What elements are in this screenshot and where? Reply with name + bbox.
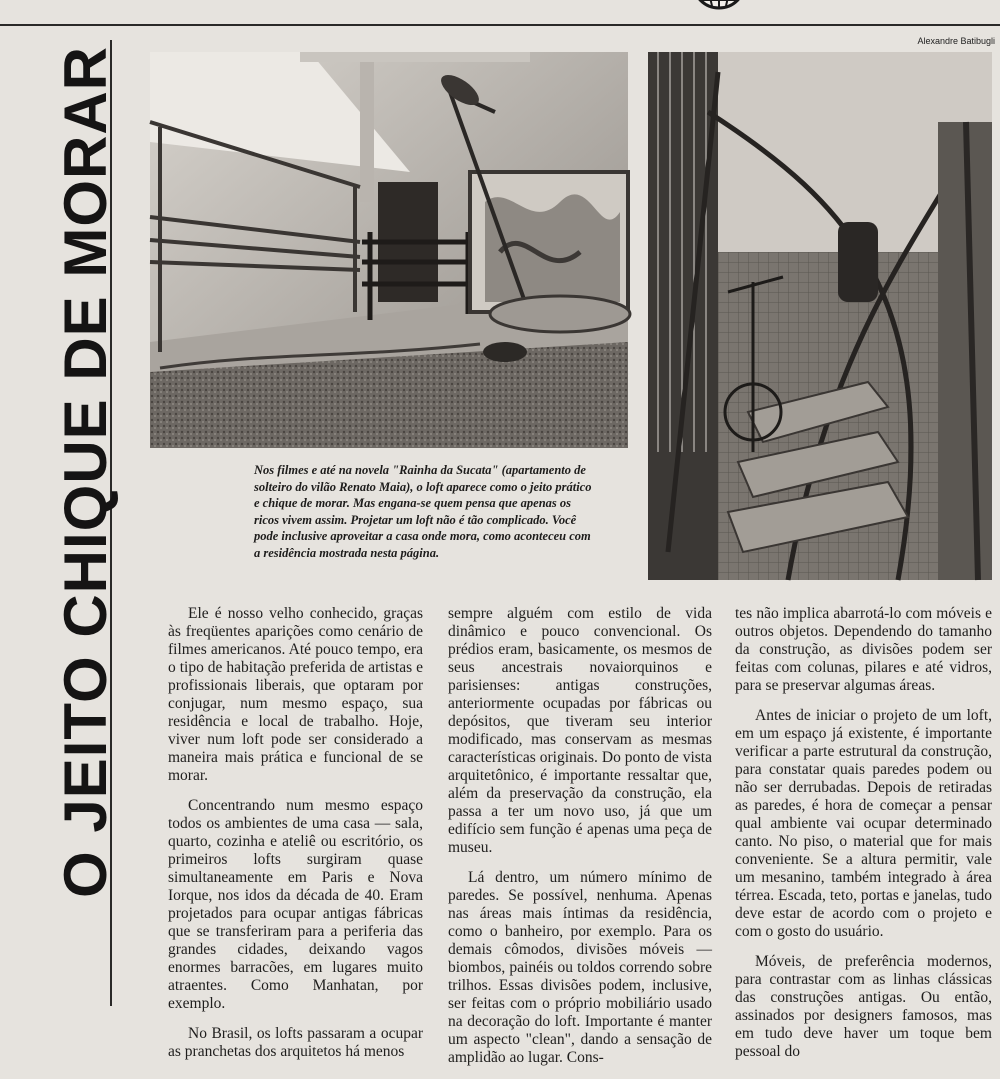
paragraph: No Brasil, os lofts passaram a ocupar as pranchetas dos arquitetos há menos	[168, 1025, 423, 1060]
article-column-2	[448, 605, 712, 1079]
masthead-logo-fragment	[688, 0, 750, 10]
photo-caption	[254, 462, 594, 561]
article-column-1	[168, 605, 423, 1073]
article-column-3	[735, 605, 992, 1073]
paragraph: sempre alguém com estilo de vida dinâmico e pouco convencional. Os prédios eram, basicamente, os mesmos de seus ancestrais novaiorquinos e parisienses: antigas construções, anteriormente ocupadas por fábricas ou depósitos, que tiveram seu interior modificado, mas conservam as mesmas características originais. Do ponto de vista arquitetônico, é importante ressaltar que, além da preservação da construção, ela passa a ter um novo uso, já que um edifício sem função é apenas uma peça de museu.	[448, 605, 712, 856]
loft-interior-photo	[150, 52, 628, 448]
headline-band	[52, 40, 119, 1006]
paragraph: Ele é nosso velho conhecido, graças às freqüentes aparições como cenário de filmes americanos. Até pouco tempo, era o tipo de habitação preferida de artistas e profissionais liberais, que optaram por conjugar, num mesmo espaço, sua residência e local de trabalho. Hoje, viver num loft pode ser considerado a maneira mais prática e funcional de se morar.	[168, 605, 423, 784]
spiral-staircase-photo	[648, 52, 992, 580]
headline: O JEITO CHIQUE DE MORAR	[52, 46, 119, 898]
caption-text: Nos filmes e até na novela "Rainha da Sucata" (apartamento de solteiro do vilão Renato Maia), o loft aparece como o jeito prático e chique de morar. Mas engana-se quem pensa que apenas os ricos vivem assim. Projetar um loft não é tão complicado. Você pode inclusive aproveitar a casa onde mora, como aconteceu com a residência mostrada nesta página.	[254, 463, 592, 560]
paragraph: tes não implica abarrotá-lo com móveis e outros objetos. Dependendo do tamanho da construção, as divisões podem ser feitas com colunas, pilares e até vidros, para se preservar algumas áreas.	[735, 605, 992, 694]
paragraph: Concentrando num mesmo espaço todos os ambientes de uma casa — sala, quarto, cozinha e ateliê ou escritório, os primeiros lofts surgiram quase simultaneamente em Paris e Nova Iorque, nos idos da década de 40. Eram projetados para ocupar antigas fábricas que se transferiram para a periferia das grandes cidades, deixando vagos enormes barracões, em lugares muito atraentes. Como Manhatan, por exemplo.	[168, 797, 423, 1012]
top-rule	[0, 24, 1000, 26]
photo-credit: Alexandre Batibugli	[917, 36, 995, 46]
paragraph: Antes de iniciar o projeto de um loft, em um espaço já existente, é importante verificar a parte estrutural da construção, para constatar quais paredes podem ou não ser derrubadas. Depois de retiradas as paredes, é hora de começar a pensar qual ambiente vai ocupar determinado canto. No piso, o material que for mais conveniente. Se a altura permitir, vale um mesanino, também integrado à área térrea. Escada, teto, portas e janelas, tudo deve estar de acordo com o projeto e com o gosto do usuário.	[735, 707, 992, 940]
paragraph: Móveis, de preferência modernos, para contrastar com as linhas clássicas das construções antigas. Ou então, assinados por designers famosos, mas em tudo deve haver um toque bem pessoal do	[735, 953, 992, 1060]
paragraph: Lá dentro, um número mínimo de paredes. Se possível, nenhuma. Apenas nas áreas mais íntimas da residência, como o banheiro, por exemplo. Para os demais cômodos, divisões móveis — biombos, painéis ou toldos correndo sobre trilhos. Essas divisões podem, inclusive, ser feitas com o próprio mobiliário usado na decoração do loft. Importante é manter um aspecto "clean", dando a sensação de amplidão ao lugar. Cons-	[448, 869, 712, 1066]
